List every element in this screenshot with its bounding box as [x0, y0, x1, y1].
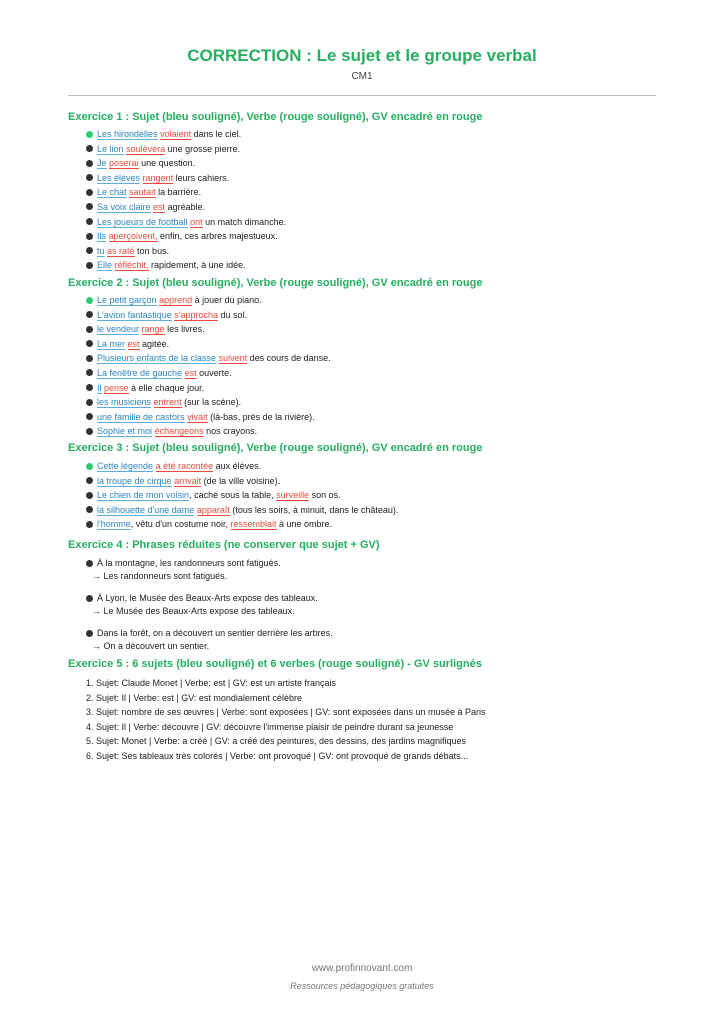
subject: Je — [97, 158, 107, 169]
subject: Les hirondelles — [97, 129, 158, 139]
verb: est — [153, 201, 166, 212]
bullet-icon — [86, 413, 93, 420]
list-item — [86, 229, 286, 244]
subject: une famille de castors — [97, 411, 185, 422]
bullet-icon — [86, 311, 93, 318]
verb: est — [127, 338, 140, 349]
list-item — [86, 200, 286, 215]
verb: s'approcha — [174, 309, 219, 320]
subject: Plusieurs enfants de la classe — [97, 353, 217, 364]
list-item — [86, 517, 398, 532]
footer-tagline: Ressources pédagogiques gratuites — [290, 981, 434, 991]
bullet-icon — [86, 384, 93, 391]
subject: les musiciens — [97, 397, 152, 408]
ex3-heading: Exercice 3 : Sujet (bleu souligné), Verbe (rouge souligné), GV encadré en rouge — [68, 442, 483, 454]
bullet-icon — [86, 399, 93, 406]
list-item — [86, 127, 286, 142]
full-sentence: Dans la forêt, on a découvert un sentier derrière les arbres. — [97, 628, 333, 638]
list-item — [86, 474, 398, 489]
verb: aperçoivent, — [108, 231, 158, 242]
subject: Ils — [97, 231, 106, 242]
rest: nos crayons. — [203, 426, 258, 437]
list-item — [86, 503, 398, 518]
subject: tu — [97, 245, 105, 256]
subject: l'homme — [97, 519, 131, 530]
bullet-icon — [86, 262, 93, 269]
verb: réfléchit, — [114, 260, 149, 271]
subject: L'avion fantastique — [97, 309, 172, 320]
list-item — [86, 215, 286, 230]
reduced-sentence: → Le Musée des Beaux-Arts expose des tableaux. — [92, 605, 295, 616]
verb: échangeons — [154, 426, 204, 437]
ex3-list — [86, 459, 398, 532]
rest: ouverte. — [196, 367, 232, 378]
rest: (de la ville voisine). — [201, 475, 281, 486]
bullet-icon — [86, 160, 93, 167]
verb: volaient — [160, 129, 192, 139]
list-item — [86, 258, 286, 273]
rest: les livres. — [164, 324, 205, 335]
subject: La mer — [97, 338, 126, 349]
bullet-icon — [86, 145, 93, 152]
list-item — [86, 488, 398, 503]
verb: est — [184, 367, 197, 378]
verb: suivent — [218, 353, 248, 364]
ex5-heading: Exercice 5 : 6 sujets (bleu souligné) et 6 verbes (rouge souligné) - GV surlignés — [68, 658, 482, 670]
rest: leurs cahiers. — [173, 172, 230, 183]
rest: agréable. — [165, 201, 206, 212]
bullet-icon — [86, 492, 93, 499]
verb: entrent — [153, 397, 182, 408]
bullet-icon — [86, 477, 93, 484]
rest: un match dimanche. — [202, 216, 287, 227]
rest: son os. — [309, 490, 341, 501]
ex4-list — [86, 557, 333, 662]
list-item — [86, 244, 286, 259]
list-item — [86, 557, 333, 582]
bullet-icon — [86, 595, 93, 602]
list-item — [86, 337, 331, 352]
bullet-icon — [86, 218, 93, 225]
middle: , caché sous la table, — [189, 490, 277, 501]
bullet-icon — [86, 297, 93, 304]
rest: agitée. — [139, 338, 170, 349]
full-sentence: À la montagne, les randonneurs sont fatigués. — [97, 558, 281, 568]
bullet-icon — [86, 174, 93, 181]
subject: Sa voix claire — [97, 201, 151, 212]
bullet-icon — [86, 340, 93, 347]
rest: aux élèves. — [213, 461, 262, 471]
list-item — [86, 142, 286, 157]
rest: à jouer du piano. — [192, 295, 262, 305]
rest: la barrière. — [155, 187, 202, 198]
bullet-icon — [86, 369, 93, 376]
bullet-icon — [86, 355, 93, 362]
page-title: CORRECTION : Le sujet et le groupe verbal — [187, 46, 537, 65]
list-item — [86, 351, 331, 366]
list-item — [86, 308, 331, 323]
rest: (sur la scène). — [181, 397, 242, 408]
rest: à elle chaque jour. — [128, 382, 205, 393]
rest: des cours de danse. — [247, 353, 331, 364]
verb: soulèvera — [126, 143, 166, 154]
subject: la silhouette d'une dame — [97, 504, 195, 515]
bullet-icon — [86, 326, 93, 333]
rest: dans le ciel. — [191, 129, 242, 139]
ex2-list — [86, 293, 331, 439]
verb: as raté — [107, 245, 135, 256]
verb: apprend — [159, 295, 193, 305]
reduced-sentence: → Les randonneurs sont fatigués. — [92, 570, 228, 581]
list-item — [86, 185, 286, 200]
verb: a été racontée — [155, 461, 214, 471]
bullet-icon — [86, 203, 93, 210]
footer-site: www.profinnovant.com — [311, 963, 413, 974]
verb: ont — [190, 216, 203, 227]
verb: pense — [104, 382, 129, 393]
reduced-sentence: → On a découvert un sentier. — [92, 640, 210, 651]
rest: (tous les soirs, à minuit, dans le château). — [229, 504, 399, 515]
verb: surveille — [276, 490, 310, 501]
verb: rangent — [142, 172, 174, 183]
ex1-heading: Exercice 1 : Sujet (bleu souligné), Verbe (rouge souligné), GV encadré en rouge — [68, 111, 483, 123]
bullet-icon — [86, 630, 93, 637]
list-item: 4. Sujet: Il | Verbe: découvre | GV: découvre l'immense plaisir de peindre durant sa jeunesse — [86, 721, 454, 732]
bullet-icon — [86, 428, 93, 435]
subject: Le chien de mon voisin — [97, 490, 190, 501]
subject: Sophie et moi — [97, 426, 153, 437]
list-item: 5. Sujet: Monet | Verbe: a créé | GV: a créé des peintures, des dessins, des jardins magnifiques — [86, 736, 467, 746]
bullet-icon — [86, 131, 93, 138]
bullet-icon — [86, 189, 93, 196]
page-subtitle: CM1 — [351, 71, 373, 82]
rest: ton bus. — [134, 245, 170, 256]
verb: ressemblait — [230, 519, 277, 530]
list-item: 1. Sujet: Claude Monet | Verbe: est | GV: est un artiste français — [86, 678, 336, 688]
verb: arrivait — [174, 475, 202, 486]
subject: Le petit garçon — [97, 295, 157, 305]
bullet-icon — [86, 506, 93, 513]
bullet-icon — [86, 560, 93, 567]
subject: Les joueurs de football — [97, 216, 188, 227]
list-item — [86, 627, 333, 652]
list-item: 3. Sujet: nombre de ses œuvres | Verbe: sont exposées | GV: sont exposées dans un musée à Paris — [86, 707, 486, 717]
list-item — [86, 156, 286, 171]
list-item — [86, 395, 331, 410]
subject: Les élèves — [97, 172, 141, 183]
bullet-icon — [86, 463, 93, 470]
verb: range — [141, 324, 165, 335]
verb: apparaît — [196, 504, 230, 515]
subject: Cette légende — [97, 461, 154, 471]
rest: (là-bas, près de la rivière). — [207, 411, 315, 422]
header-divider — [68, 95, 656, 96]
verb: poserai — [109, 158, 139, 169]
list-item — [86, 459, 398, 474]
ex1-list — [86, 127, 286, 273]
rest: enfin, ces arbres majestueux. — [157, 231, 278, 242]
rest: du sol. — [218, 309, 248, 320]
list-item: 2. Sujet: Il | Verbe: est | GV: est mondialement célèbre — [86, 692, 302, 703]
subject: la troupe de cirque — [97, 475, 172, 486]
list-item — [86, 171, 286, 186]
subject: La fenêtre de gauche — [97, 367, 183, 378]
subject: Le chat — [97, 187, 127, 198]
middle: , vêtu d'un costume noir, — [130, 519, 231, 530]
rest: une question. — [138, 158, 196, 169]
list-item — [86, 410, 331, 425]
bullet-icon — [86, 233, 93, 240]
subject: le vendeur — [97, 324, 140, 335]
list-item: 6. Sujet: Ses tableaux très colorés | Verbe: ont provoqué | GV: ont provoqué de grands débats... — [86, 750, 469, 761]
ex2-heading: Exercice 2 : Sujet (bleu souligné), Verbe (rouge souligné), GV encadré en rouge — [68, 277, 483, 289]
rest: rapidement, à une idée. — [148, 260, 246, 271]
verb: sautait — [129, 187, 156, 198]
subject: Il — [97, 382, 102, 393]
verb: vivait — [187, 411, 208, 422]
subject: Le lion — [97, 143, 124, 154]
bullet-icon — [86, 247, 93, 254]
list-item — [86, 424, 331, 439]
list-item — [86, 293, 331, 308]
rest: à une ombre. — [276, 519, 333, 530]
subject: Elle — [97, 260, 113, 271]
list-item — [86, 366, 331, 381]
list-item — [86, 381, 331, 396]
ex4-heading: Exercice 4 : Phrases réduites (ne conserver que sujet + GV) — [68, 539, 380, 551]
list-item — [86, 592, 333, 617]
rest: une grosse pierre. — [165, 143, 241, 154]
full-sentence: À Lyon, le Musée des Beaux-Arts expose des tableaux. — [97, 593, 318, 603]
ex5-list — [86, 676, 486, 763]
list-item — [86, 322, 331, 337]
bullet-icon — [86, 521, 93, 528]
